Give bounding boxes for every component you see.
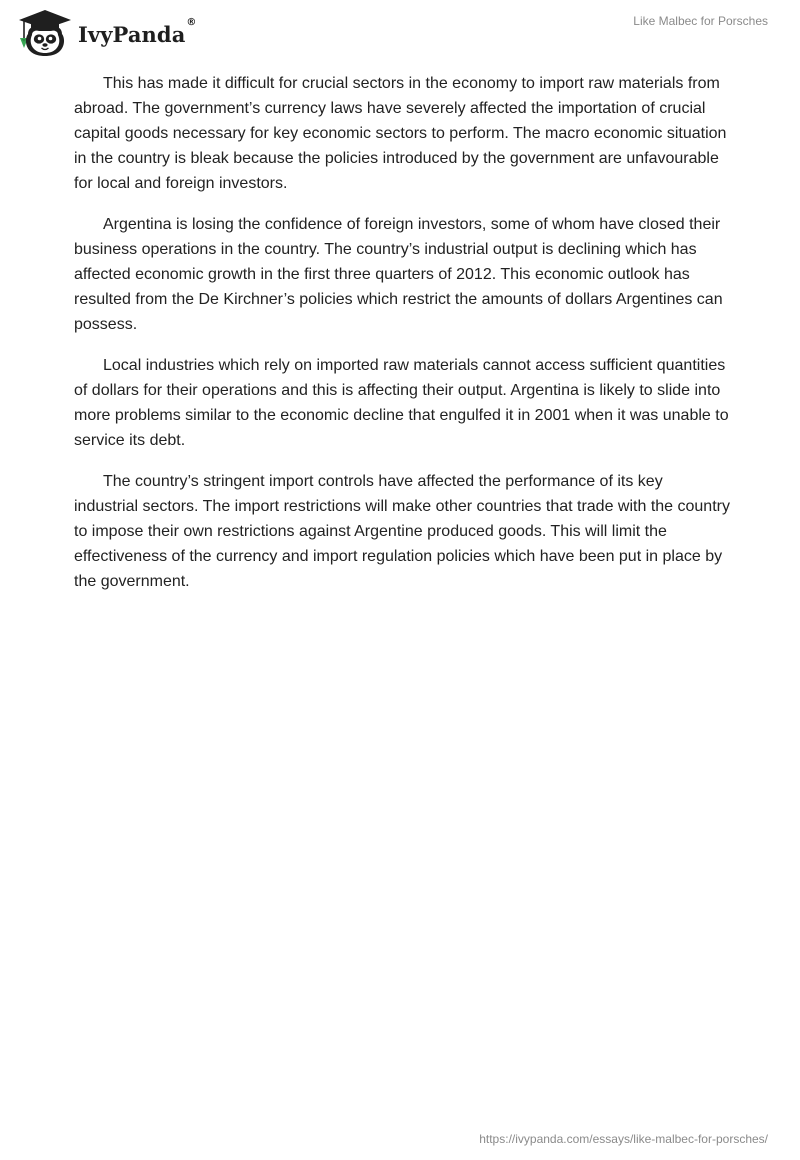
essay-body bbox=[74, 71, 730, 610]
paragraph: The country’s stringent import controls have affected the performance of its key industrial sectors. The import restrictions will make other countries that trade with the country to impose their own restrictions against Argentine produced goods. This will limit the effectiveness of the currency and import regulation policies which have been put in place by the government. bbox=[74, 473, 730, 590]
registered-mark: ® bbox=[186, 16, 197, 28]
panda-graduate-icon bbox=[14, 8, 76, 58]
logo-text: IvyPanda bbox=[78, 21, 186, 47]
paragraph: Argentina is losing the confidence of foreign investors, some of whom have closed their business operations in the country. The country’s industrial output is declining which has affected economic growth in the first three quarters of 2012. This economic outlook has resulted from the De Kirchner’s policies which restrict the amounts of dollars Argentines can possess. bbox=[74, 216, 723, 333]
footer-url[interactable]: https://ivypanda.com/essays/like-malbec-for-porsches/ bbox=[479, 1132, 768, 1146]
paragraph: This has made it difficult for crucial sectors in the economy to import raw materials from abroad. The government’s currency laws have severely affected the importation of crucial capital goods necessary for key economic sectors to perform. The macro economic situation in the country is bleak because the policies introduced by the government are unfavourable for local and foreign investors. bbox=[74, 75, 727, 192]
paragraph: Local industries which rely on imported raw materials cannot access sufficient quantities of dollars for their operations and this is affecting their output. Argentina is likely to slide into more problems similar to the economic decline that engulfed it in 2001 when it was unable to service its debt. bbox=[74, 357, 729, 449]
ivypanda-logo[interactable] bbox=[14, 8, 197, 58]
page-header bbox=[0, 0, 800, 64]
logo-wordmark bbox=[78, 16, 197, 47]
running-title: Like Malbec for Porsches bbox=[633, 14, 768, 28]
